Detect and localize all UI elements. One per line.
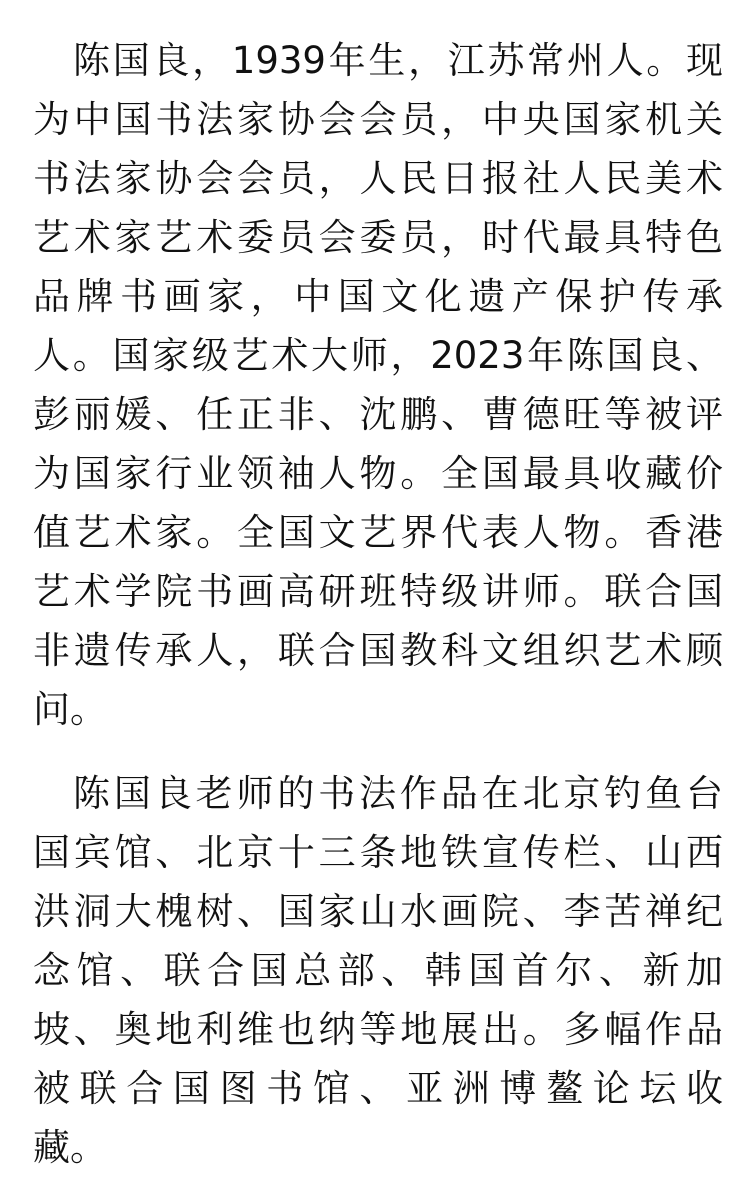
- text-line: 陈国良老师的书法作品在北京钓鱼台: [73, 772, 723, 815]
- text-line: 坡、奥地利维也纳等地展出。多幅作品: [33, 1008, 723, 1051]
- text-line: 被联合国图书馆、亚洲博鳌论坛收: [33, 1067, 723, 1110]
- text-line: 值艺术家。全国文艺界代表人物。香港: [33, 511, 723, 554]
- text-line: 藏。: [33, 1126, 107, 1169]
- text-line: 为国家行业领袖人物。全国最具收藏价: [33, 452, 723, 495]
- text-line: 念馆、联合国总部、韩国首尔、新加: [33, 949, 723, 992]
- article-body: [33, 31, 723, 1177]
- text-line: 非遗传承人，联合国教科文组织艺术顾: [33, 629, 723, 672]
- text-line: 艺术学院书画高研班特级讲师。联合国: [33, 570, 723, 613]
- text-line: 洪洞大槐树、国家山水画院、李苦禅纪: [33, 890, 723, 933]
- text-line: 艺术家艺术委员会委员，时代最具特色: [33, 216, 723, 259]
- text-line: 陈国良，1939年生，江苏常州人。现: [73, 39, 723, 82]
- text-line: 书法家协会会员，人民日报社人民美术: [33, 157, 723, 200]
- paragraph-exhibitions: [33, 764, 723, 1177]
- text-line: 人。国家级艺术大师，2023年陈国良、: [33, 334, 723, 377]
- text-line: 国宾馆、北京十三条地铁宣传栏、山西: [33, 831, 723, 874]
- text-line: 为中国书法家协会会员，中央国家机关: [33, 98, 723, 141]
- paragraph-biography: [33, 31, 723, 739]
- text-line: 问。: [33, 688, 107, 731]
- text-line: 品牌书画家，中国文化遗产保护传承: [33, 275, 723, 318]
- text-line: 彭丽媛、任正非、沈鹏、曹德旺等被评: [33, 393, 723, 436]
